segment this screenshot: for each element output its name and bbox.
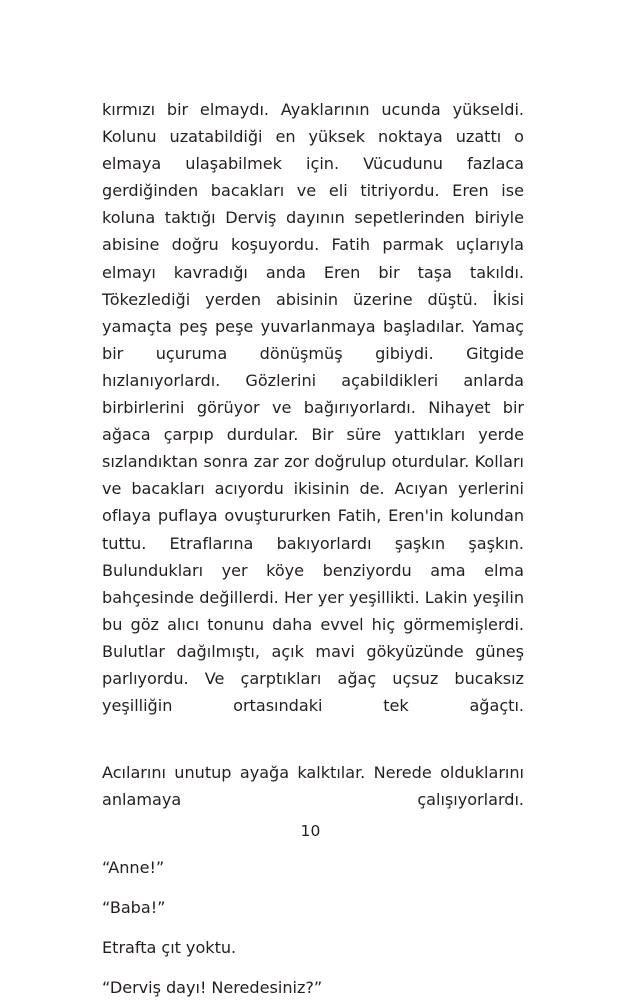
page-text-block bbox=[102, 96, 524, 1001]
paragraph-3-dialogue-anne: “Anne!” bbox=[102, 857, 165, 877]
paragraph-6-dialogue-dervis: “Derviş dayı! Neredesiniz?” bbox=[102, 977, 323, 997]
paragraph-2: Acılarını unutup ayağa kalktılar. Nerede olduklarını anlamaya çalışıyorlardı. bbox=[102, 763, 524, 810]
paragraph-5-narration: Etrafta çıt yoktu. bbox=[102, 937, 237, 957]
paragraph-1: kırmızı bir elmaydı. Ayaklarının ucunda yükseldi. Kolunu uzatabildiği en yüksek noktaya uzattı o elmaya ulaşabilmek için. Vücudunu fazlaca gerdiğinden bacakları ve eli titriyordu. Eren ise koluna taktığı Derviş dayının sepetlerinden biriyle abisine doğru koşuyordu. Fatih parmak uçlarıyla elmayı kavradığı anda Eren bir taşa takıldı. Tökezlediği yerden abisinin üzerine düştü. İkisi yamaçta peş peşe yuvarlanmaya başladılar. Yamaç bir uçuruma dönüşmüş gibiydi. Gitgide hızlanıyorlardı. Gözlerini açabildikleri anlarda birbirlerini görüyor ve bağırıyorlardı. Nihayet bir ağaca çarpıp durdular. Bir süre yattıkları yerde sızlandıktan sonra zar zor doğrulup oturdular. Kolları ve bacakları acıyordu ikisinin de. Acıyan yerlerini oflaya puflaya ovuştururken Fatih, Eren'in kolundan tuttu. Etraflarına bakıyorlardı şaşkın şaşkın. Bulundukları yer köye benziyordu ama elma bahçesinde değillerdi. Her yer yeşillikti. Lakin yeşilin bu göz alıcı tonunu daha evvel hiç görmemişlerdi. Bulutlar dağılmıştı, açık mavi gökyüzünde güneş parlıyordu. Ve çarptıkları ağaç uçsuz bucaksız yeşilliğin ortasındaki tek ağaçtı. bbox=[102, 100, 524, 716]
paragraph-4-dialogue-baba: “Baba!” bbox=[102, 897, 166, 917]
page-number: 10 bbox=[300, 822, 321, 840]
